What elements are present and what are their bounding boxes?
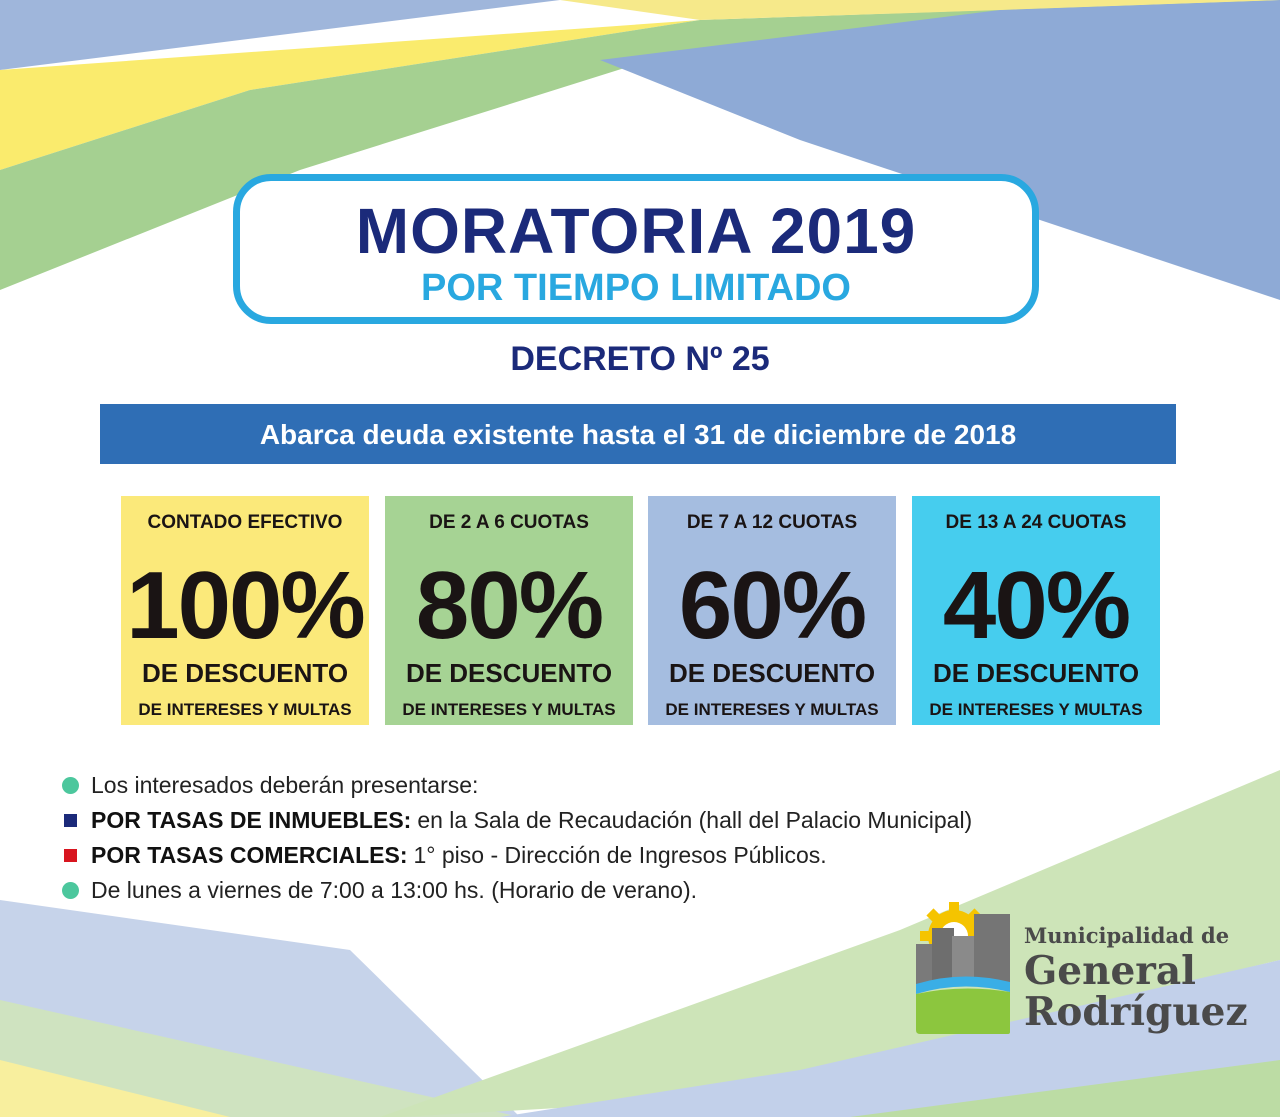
page-subtitle: POR TIEMPO LIMITADO xyxy=(421,267,851,309)
card-detail: DE INTERESES Y MULTAS xyxy=(402,700,616,719)
card-percent: 40% xyxy=(942,552,1130,659)
info-text: Los interesados deberán presentarse: xyxy=(91,772,479,798)
card-percent: 100% xyxy=(126,552,364,659)
logo-line-3: Rodríguez xyxy=(1024,989,1248,1035)
card-label: DE DESCUENTO xyxy=(141,658,349,688)
info-text: De lunes a viernes de 7:00 a 13:00 hs. (Horario de verano). xyxy=(91,877,698,903)
card-detail: DE INTERESES Y MULTAS xyxy=(929,700,1143,719)
logo-line-1: Municipalidad de xyxy=(1024,923,1230,948)
info-bold-label: POR TASAS COMERCIALES: xyxy=(91,842,408,868)
info-text: 1° piso - Dirección de Ingresos Públicos. xyxy=(413,842,827,868)
card-percent: 60% xyxy=(678,552,866,659)
card-detail: DE INTERESES Y MULTAS xyxy=(665,700,879,719)
municipal-logo xyxy=(912,900,1262,1040)
teal-dot-icon xyxy=(62,777,79,794)
teal-dot-icon xyxy=(62,882,79,899)
red-square-icon xyxy=(64,849,77,862)
discount-card-7-12 xyxy=(648,496,896,725)
discount-card-cash xyxy=(121,496,369,725)
navy-square-icon xyxy=(64,814,77,827)
title-box xyxy=(233,174,1039,324)
card-heading: DE 13 A 24 CUOTAS xyxy=(945,512,1127,533)
list-item xyxy=(62,768,1212,803)
card-heading: DE 2 A 6 CUOTAS xyxy=(429,512,589,533)
card-detail: DE INTERESES Y MULTAS xyxy=(138,700,352,719)
card-heading: CONTADO EFECTIVO xyxy=(147,512,343,533)
list-item xyxy=(62,803,1212,838)
card-heading: DE 7 A 12 CUOTAS xyxy=(686,512,858,533)
card-label: DE DESCUENTO xyxy=(668,658,876,688)
info-text: en la Sala de Recaudación (hall del Palacio Municipal) xyxy=(417,807,973,833)
page-title: MORATORIA 2019 xyxy=(355,195,917,267)
decree-label: DECRETO Nº 25 xyxy=(510,340,770,378)
discount-card-13-24 xyxy=(912,496,1160,725)
card-label: DE DESCUENTO xyxy=(932,658,1140,688)
info-bold-label: POR TASAS DE INMUEBLES: xyxy=(91,807,412,833)
discount-card-2-6 xyxy=(385,496,633,725)
gear-city-logo-icon xyxy=(912,900,1022,1040)
card-label: DE DESCUENTO xyxy=(405,658,613,688)
debt-banner: Abarca deuda existente hasta el 31 de diciembre de 2018 xyxy=(100,404,1176,464)
logo-line-2: General xyxy=(1024,948,1196,994)
info-list xyxy=(62,768,1212,908)
card-percent: 80% xyxy=(415,552,603,659)
list-item xyxy=(62,838,1212,873)
